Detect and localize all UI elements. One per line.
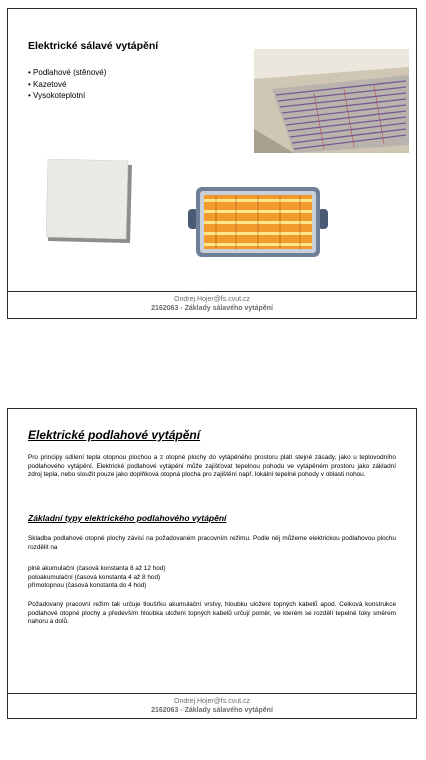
types-intro-paragraph: Skladba podlahové otopné plochy závisí na požadovaném pracovním režimu. Podle něj můžeme elektrickou podlahovou plochu rozdělit na (28, 535, 396, 551)
slide-1 (7, 8, 417, 319)
footer-course: 2162063 - Základy sálavého vytápění (151, 305, 273, 312)
slide-2-title: Elektrické podlahové vytápění (28, 428, 201, 442)
slide-1-title: Elektrické sálavé vytápění (28, 40, 159, 52)
section-subtitle: Základní typy elektrického podlahového vytápění (28, 513, 227, 523)
list-item: • Vysokoteplotní (28, 90, 106, 102)
intro-paragraph: Pro principy sdílení tepla otopnou plochou a z otopné plochy do vytápěného prostoru platí stejné zásady, jako u teplovodního podlahového vytápění. Elektrické podlahové vytápění může zajišťovat tepelnou pohodu ve vytápěném prostoru jako základní zdroj tepla, nebo sloužit pouze jako doplňková otopná plocha pro zajištění např. lokální tepelné pohody v oblasti nohou. (28, 454, 396, 479)
slide-1-footer (8, 295, 416, 313)
footer-course: 2162063 - Základy sálavého vytápění (151, 707, 273, 714)
types-list (28, 565, 165, 591)
list-item: • Kazetové (28, 79, 106, 91)
list-item: plně akumulační (časová konstanta 8 až 12 hod) (28, 565, 166, 572)
slide-2-footer (8, 697, 416, 715)
footer-email: Ondrej.Hojer@fs.cvut.cz (174, 296, 250, 303)
closing-paragraph: Požadovaný pracovní režim tak určuje tloušťku akumulační vrstvy, hloubku uložení topných kabelů apod. Celková konstrukce podlahové otopné plochy a především hloubka uložení topných kabelů určují poměr, ve kterém se rozdělí tepelné toky směrem nahoru a dolů. (28, 601, 396, 626)
list-item: • Podlahové (stěnové) (28, 67, 106, 79)
infrared-heater-image (186, 185, 330, 259)
list-item: přímotopnou (časová konstanta do 4 hod) (28, 582, 147, 590)
heating-types-list (28, 67, 106, 102)
radiant-panel-image (46, 159, 134, 245)
footer-email: Ondrej.Hojer@fs.cvut.cz (174, 698, 250, 705)
list-item: poloakumulační (časová konstanta 4 až 8 hod) (28, 573, 161, 581)
footer-divider (8, 291, 416, 292)
floor-heating-cables-photo (254, 49, 409, 153)
slide-2 (7, 408, 417, 719)
footer-divider (8, 693, 416, 694)
